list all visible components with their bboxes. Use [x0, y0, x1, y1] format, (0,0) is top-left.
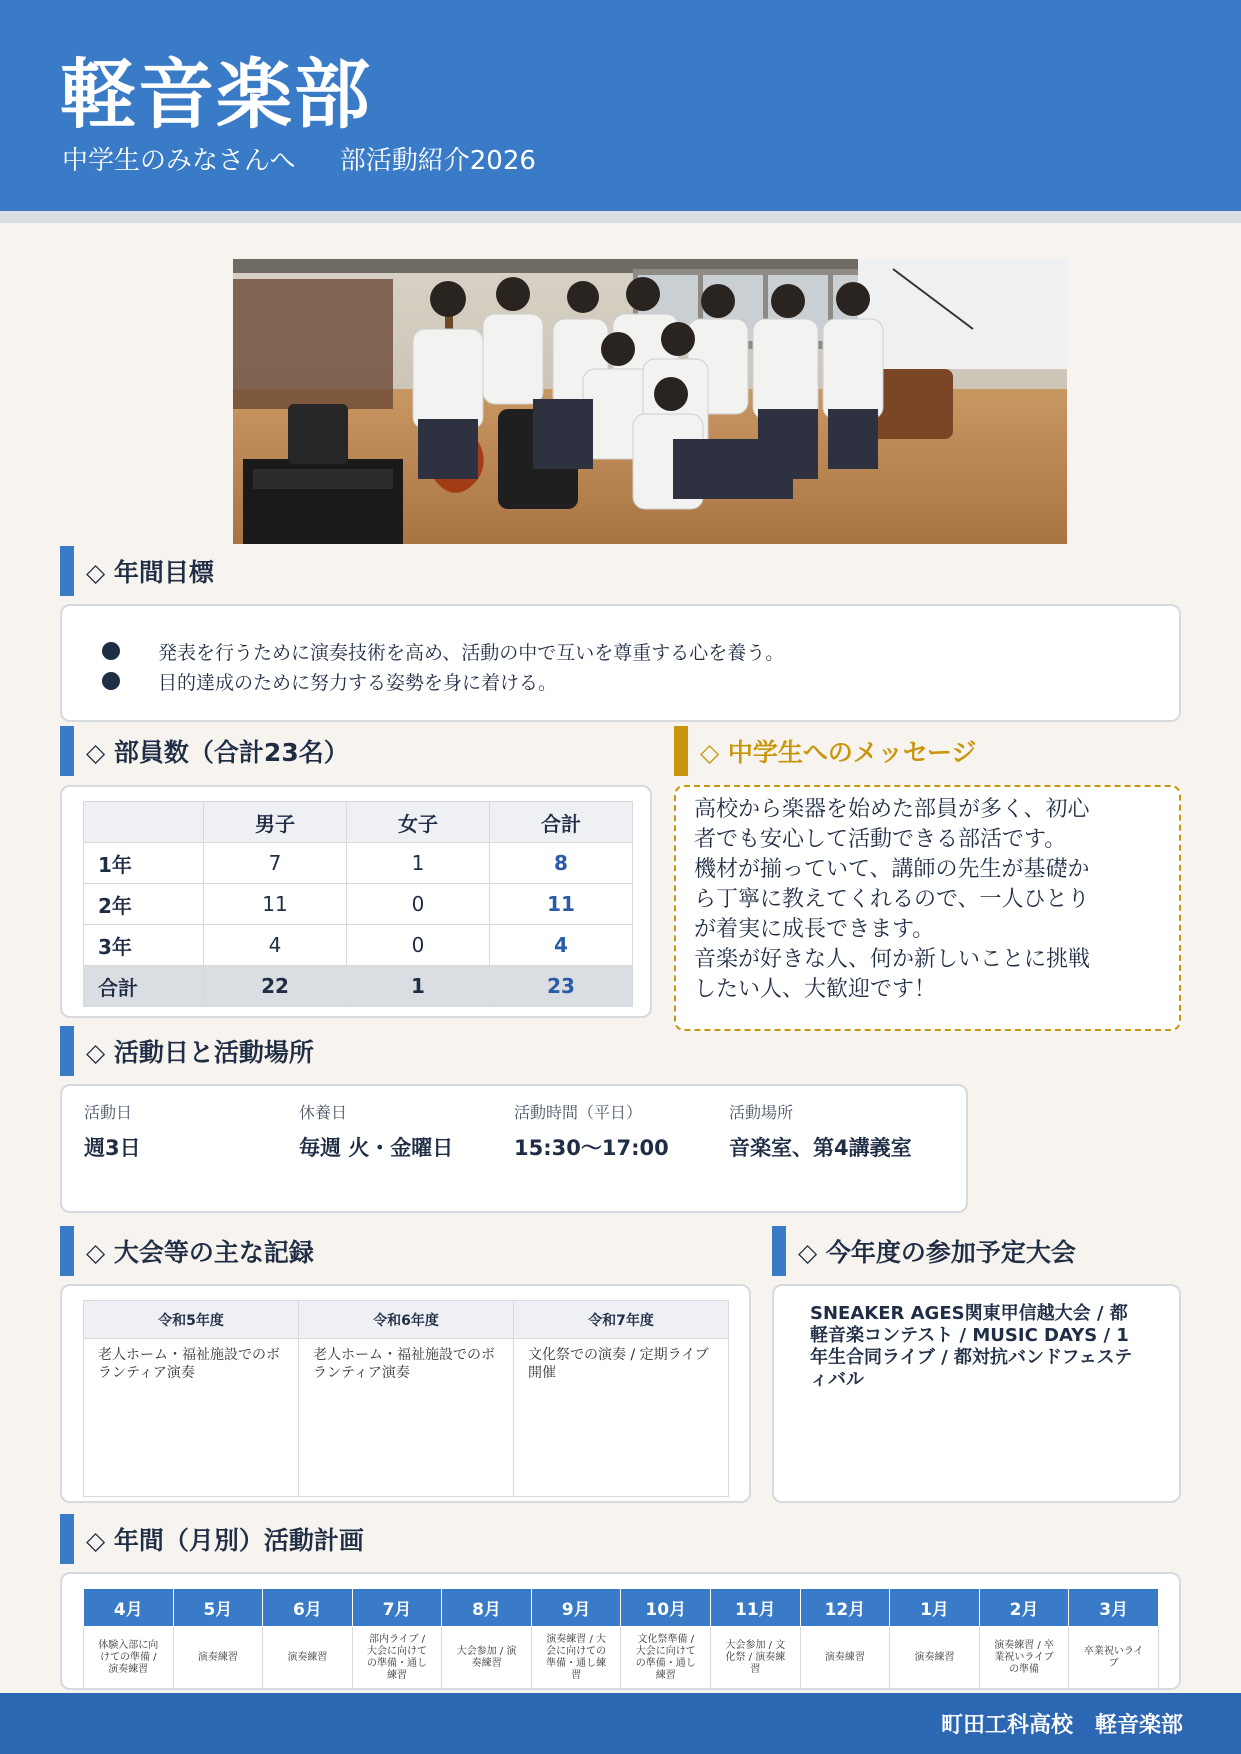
column-header: 令和6年度 — [299, 1301, 514, 1339]
activity-item — [729, 1098, 944, 1199]
table-cell: 0 — [347, 884, 490, 925]
table-cell: 1 — [347, 966, 490, 1007]
column-header: 男子 — [204, 802, 347, 843]
heading-accent-bar — [60, 1514, 74, 1564]
plan-cell: 演奏練習 — [263, 1627, 353, 1689]
subtitle-audience: 中学生のみなさんへ — [62, 146, 296, 176]
table-cell: 8 — [490, 843, 633, 884]
bullet-icon — [102, 642, 120, 660]
month-header: 10月 — [621, 1589, 711, 1627]
column-header: 令和7年度 — [514, 1301, 729, 1339]
table-cell: 老人ホーム・福祉施設でのボランティア演奏 — [299, 1339, 514, 1497]
activity-value: 毎週 火・金曜日 — [299, 1136, 454, 1160]
heading-accent-bar — [60, 726, 74, 776]
activity-value: 週3日 — [84, 1136, 141, 1160]
message-heading — [674, 726, 976, 776]
month-header: 1月 — [890, 1589, 980, 1627]
month-header: 3月 — [1069, 1589, 1159, 1627]
activity-label: 活動時間（平日） — [514, 1103, 643, 1122]
monthly-table — [83, 1588, 1159, 1689]
plan-cell: 部内ライブ / 大会に向けての準備・通し練習 — [352, 1627, 442, 1689]
competitions-text: SNEAKER AGES関東甲信越大会 / 都軽音楽コンテスト / MUSIC DAYS / 1年生合同ライブ / 都対抗バンドフェスティバル — [810, 1303, 1133, 1390]
heading-accent-bar — [60, 1226, 74, 1276]
table-row — [84, 843, 633, 884]
bullet-icon — [102, 672, 120, 690]
message-line: したい人、大歓迎です！ — [694, 977, 937, 1002]
column-header: 女子 — [347, 802, 490, 843]
competitions-card — [772, 1284, 1181, 1503]
month-header: 2月 — [979, 1589, 1069, 1627]
month-header: 8月 — [442, 1589, 532, 1627]
plan-cell: 演奏練習 / 大会に向けての準備・通し練習 — [531, 1627, 621, 1689]
column-header: 令和5年度 — [84, 1301, 299, 1339]
competitions-heading-text: ◇ 今年度の参加予定大会 — [798, 1238, 1076, 1267]
row-label: 合計 — [84, 966, 204, 1007]
activity-heading-text: ◇ 活動日と活動場所 — [86, 1038, 314, 1067]
plan-cell: 大会参加 / 演奏練習 — [442, 1627, 532, 1689]
records-heading — [60, 1226, 314, 1276]
table-row — [84, 1339, 729, 1497]
records-card — [60, 1284, 751, 1503]
plan-cell: 大会参加 / 文化祭 / 演奏練習 — [711, 1627, 801, 1689]
plan-cell: 文化祭準備 / 大会に向けての準備・通し練習 — [621, 1627, 711, 1689]
plan-cell: 演奏練習 / 卒業祝いライブの準備 — [979, 1627, 1069, 1689]
message-line: 機材が揃っていて、講師の先生が基礎か — [694, 857, 1090, 882]
heading-accent-bar — [772, 1226, 786, 1276]
activity-value: 音楽室、第4講義室 — [729, 1136, 912, 1160]
plan-cell: 体験入部に向けての準備 / 演奏練習 — [84, 1627, 174, 1689]
column-header: 合計 — [490, 802, 633, 843]
page-header — [0, 0, 1241, 223]
plan-cell: 演奏練習 — [890, 1627, 980, 1689]
goals-card — [60, 604, 1181, 722]
activity-card — [60, 1084, 968, 1213]
table-cell: 23 — [490, 966, 633, 1007]
plan-cell: 卒業祝いライブ — [1069, 1627, 1159, 1689]
row-label: 3年 — [84, 925, 204, 966]
heading-accent-bar — [674, 726, 688, 776]
activity-item — [299, 1098, 514, 1199]
records-heading-text: ◇ 大会等の主な記録 — [86, 1238, 314, 1267]
table-cell: 11 — [490, 884, 633, 925]
monthly-heading — [60, 1514, 364, 1564]
records-table — [83, 1300, 729, 1497]
club-group-photo — [233, 259, 1067, 544]
month-header: 5月 — [173, 1589, 263, 1627]
row-label: 2年 — [84, 884, 204, 925]
activity-heading — [60, 1026, 314, 1076]
table-row — [84, 1627, 1159, 1689]
table-cell: 0 — [347, 925, 490, 966]
heading-accent-bar — [60, 1026, 74, 1076]
goal-item — [102, 636, 1179, 666]
subtitle-year: 部活動紹介2026 — [339, 146, 536, 176]
message-line: ら丁寧に教えてくれるので、一人ひとり — [694, 887, 1090, 912]
heading-accent-bar — [60, 546, 74, 596]
goal-text: 目的達成のために努力する姿勢を身に着ける。 — [158, 671, 558, 694]
column-header — [84, 802, 204, 843]
members-heading — [60, 726, 349, 776]
message-line: が着実に成長できます。 — [694, 917, 935, 942]
table-cell: 文化祭での演奏 / 定期ライブ開催 — [514, 1339, 729, 1497]
page-subtitle — [62, 140, 536, 177]
message-line: 高校から楽器を始めた部員が多く、初心 — [694, 797, 1090, 822]
members-table — [83, 801, 633, 1007]
monthly-heading-text: ◇ 年間（月別）活動計画 — [86, 1526, 364, 1555]
footer-school-name: 町田工科高校 軽音楽部 — [940, 1713, 1183, 1738]
monthly-card — [60, 1572, 1181, 1690]
goals-heading-text: ◇ 年間目標 — [86, 558, 214, 587]
plan-cell: 演奏練習 — [173, 1627, 263, 1689]
table-header-row — [84, 1301, 729, 1339]
message-line: 者でも安心して活動できる部活です。 — [694, 827, 1067, 852]
page-title: 軽音楽部 — [60, 50, 372, 139]
month-header: 11月 — [711, 1589, 801, 1627]
message-box — [674, 785, 1181, 1031]
table-row — [84, 884, 633, 925]
row-label: 1年 — [84, 843, 204, 884]
goal-text: 発表を行うために演奏技術を高め、活動の中で互いを尊重する心を養う。 — [158, 641, 785, 664]
activity-item — [84, 1098, 299, 1199]
activity-item — [514, 1098, 729, 1199]
activity-value: 15:30〜17:00 — [514, 1136, 669, 1160]
table-cell: 7 — [204, 843, 347, 884]
table-sum-row — [84, 966, 633, 1007]
table-cell: 4 — [490, 925, 633, 966]
month-header: 9月 — [531, 1589, 621, 1627]
month-header: 6月 — [263, 1589, 353, 1627]
month-header: 12月 — [800, 1589, 890, 1627]
goals-heading — [60, 546, 214, 596]
competitions-heading — [772, 1226, 1076, 1276]
message-line: 音楽が好きな人、何か新しいことに挑戦 — [694, 947, 1091, 972]
table-cell: 1 — [347, 843, 490, 884]
members-heading-text: ◇ 部員数（合計23名） — [86, 738, 349, 767]
table-cell: 4 — [204, 925, 347, 966]
table-header-row — [84, 1589, 1159, 1627]
table-cell: 22 — [204, 966, 347, 1007]
activity-label: 活動場所 — [729, 1103, 794, 1122]
page-footer — [0, 1693, 1241, 1754]
activity-label: 活動日 — [84, 1103, 133, 1122]
message-heading-text: ◇ 中学生へのメッセージ — [700, 738, 977, 767]
goal-item — [102, 666, 1179, 696]
table-row — [84, 925, 633, 966]
month-header: 7月 — [352, 1589, 442, 1627]
table-cell: 老人ホーム・福祉施設でのボランティア演奏 — [84, 1339, 299, 1497]
month-header: 4月 — [84, 1589, 174, 1627]
table-header-row — [84, 802, 633, 843]
table-cell: 11 — [204, 884, 347, 925]
activity-label: 休養日 — [299, 1103, 348, 1122]
members-card — [60, 785, 652, 1018]
plan-cell: 演奏練習 — [800, 1627, 890, 1689]
